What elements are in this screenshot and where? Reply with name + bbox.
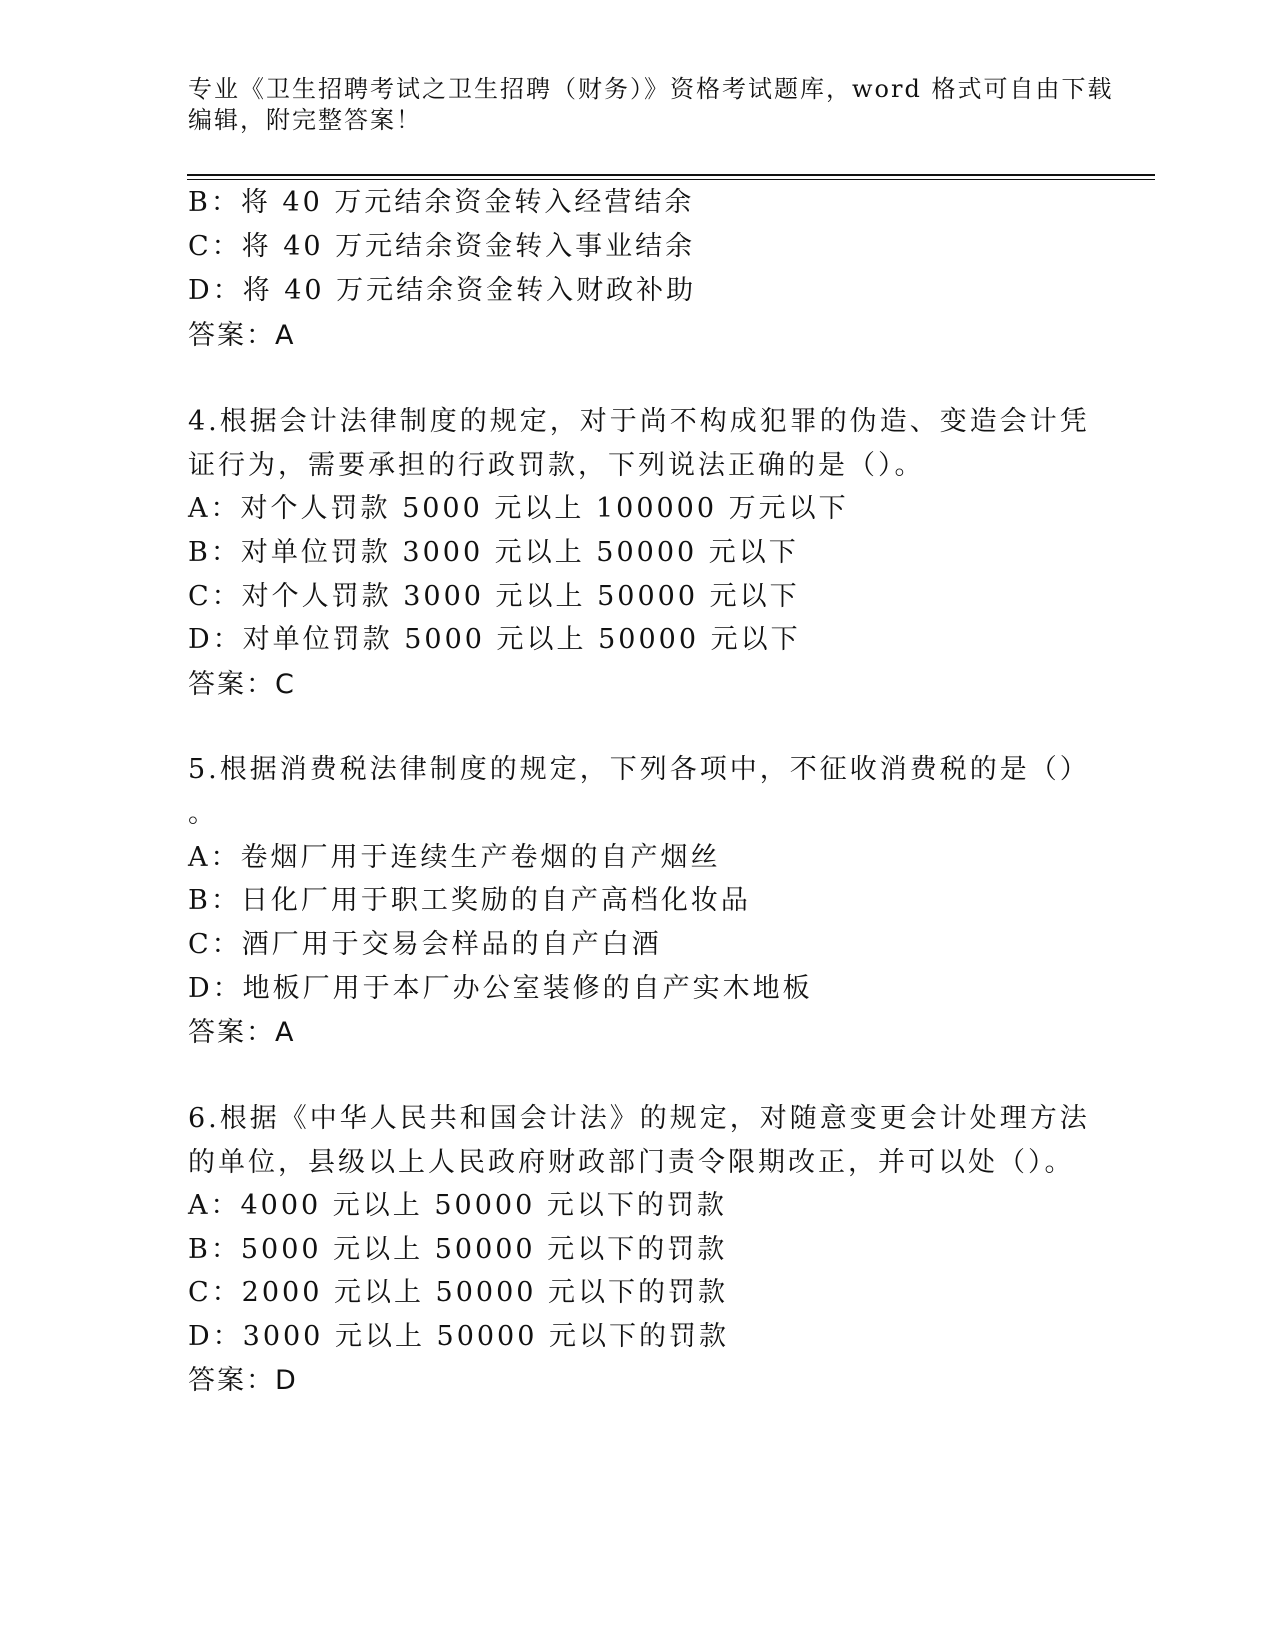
q4-option-d: D：对单位罚款 5000 元以上 50000 元以下 bbox=[188, 624, 801, 655]
q4-stem-line-2: 证行为，需要承担的行政罚款，下列说法正确的是（）。 bbox=[188, 450, 925, 481]
q5-option-b: B：日化厂用于职工奖励的自产高档化妆品 bbox=[188, 885, 751, 916]
header-rule-thin bbox=[187, 179, 1155, 180]
q5-stem-line-2: 。 bbox=[188, 798, 218, 829]
q6-option-d: D：3000 元以上 50000 元以下的罚款 bbox=[188, 1321, 729, 1352]
q6-stem-line-1: 6.根据《中华人民共和国会计法》的规定，对随意变更会计处理方法 bbox=[188, 1103, 1090, 1134]
q4-option-c: C：对个人罚款 3000 元以上 50000 元以下 bbox=[188, 581, 800, 612]
q5-option-a: A：卷烟厂用于连续生产卷烟的自产烟丝 bbox=[188, 842, 721, 873]
q3-answer: 答案：A bbox=[188, 320, 296, 351]
q5-option-d: D：地板厂用于本厂办公室装修的自产实木地板 bbox=[188, 973, 813, 1004]
q4-answer: 答案：C bbox=[188, 669, 296, 700]
q4-stem-line-1: 4.根据会计法律制度的规定，对于尚不构成犯罪的伪造、变造会计凭 bbox=[188, 406, 1090, 437]
q6-option-b: B：5000 元以上 50000 元以下的罚款 bbox=[188, 1234, 728, 1265]
q3-option-b: B：将 40 万元结余资金转入经营结余 bbox=[188, 187, 695, 218]
q6-stem-line-2: 的单位，县级以上人民政府财政部门责令限期改正，并可以处（）。 bbox=[188, 1147, 1075, 1178]
q6-option-c: C：2000 元以上 50000 元以下的罚款 bbox=[188, 1277, 729, 1308]
q6-option-a: A：4000 元以上 50000 元以下的罚款 bbox=[188, 1190, 727, 1221]
q5-stem-line-1: 5.根据消费税法律制度的规定，下列各项中，不征收消费税的是（） bbox=[188, 754, 1090, 785]
q5-option-c: C：酒厂用于交易会样品的自产白酒 bbox=[188, 929, 662, 960]
q5-answer: 答案：A bbox=[188, 1017, 296, 1048]
header-title-line-1: 专业《卫生招聘考试之卫生招聘（财务）》资格考试题库，word 格式可自由下载 bbox=[188, 75, 1114, 103]
header-rule-thick bbox=[187, 174, 1155, 176]
q3-option-c: C：将 40 万元结余资金转入事业结余 bbox=[188, 231, 696, 262]
q4-option-a: A：对个人罚款 5000 元以上 100000 万元以下 bbox=[188, 493, 849, 524]
q3-option-d: D：将 40 万元结余资金转入财政补助 bbox=[188, 275, 697, 306]
q6-answer: 答案：D bbox=[188, 1365, 298, 1396]
q4-option-b: B：对单位罚款 3000 元以上 50000 元以下 bbox=[188, 537, 799, 568]
header-title-line-2: 编辑，附完整答案！ bbox=[188, 106, 422, 134]
